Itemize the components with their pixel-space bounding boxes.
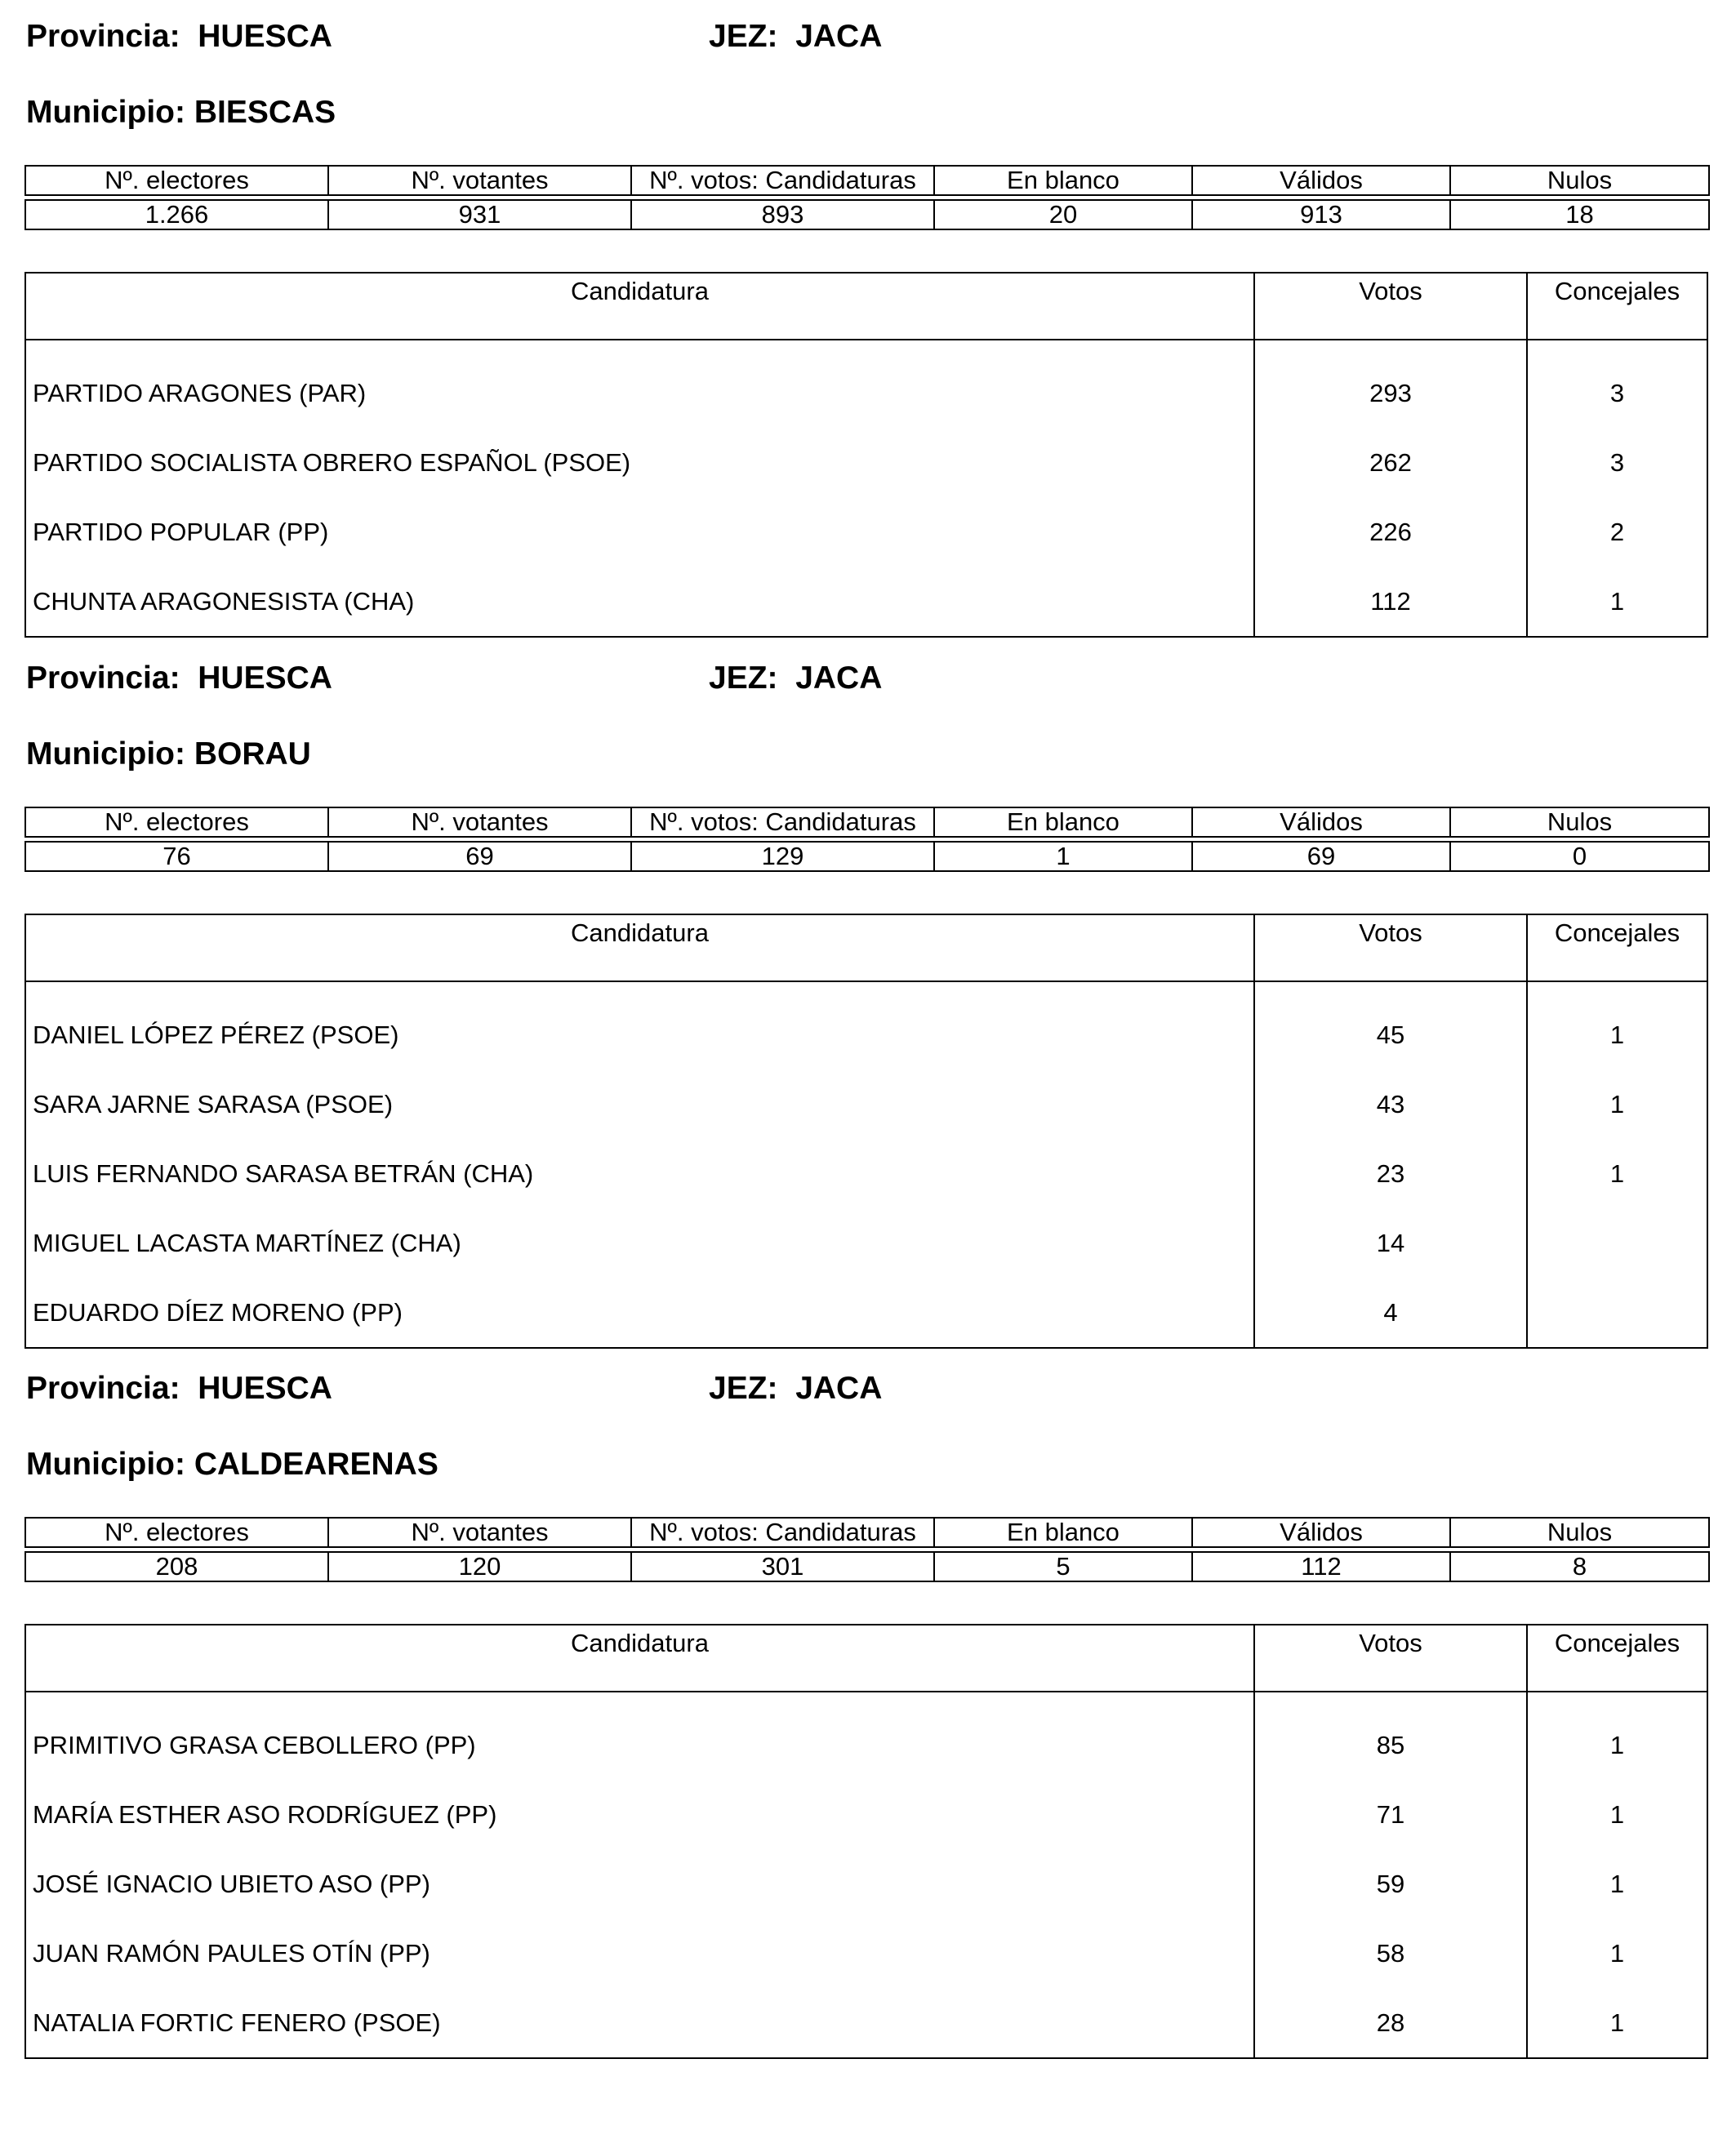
candidate-name: NATALIA FORTIC FENERO (PSOE) <box>33 2008 441 2037</box>
candidate-votes: 58 <box>1376 1939 1405 1968</box>
candidate-seats: 1 <box>1609 1870 1625 1898</box>
header-votos: Votos <box>1255 1625 1528 1691</box>
candidate-votes: 293 <box>1369 379 1412 407</box>
municipio-line <box>26 1448 438 1480</box>
summary-header-cell: Válidos <box>1192 1518 1450 1547</box>
provincia-label: Provincia: <box>26 660 180 696</box>
summary-header-cell: Nº. electores <box>25 166 328 195</box>
provincia-value: HUESCA <box>198 1371 332 1406</box>
provincia-line <box>26 20 332 52</box>
municipio-value: BORAU <box>194 736 311 772</box>
candidates-table <box>24 1624 1708 2059</box>
summary-value-cell: 5 <box>934 1552 1192 1581</box>
summary-value-cell: 893 <box>631 200 934 229</box>
summary-value-cell: 913 <box>1192 200 1450 229</box>
summary-value-cell: 301 <box>631 1552 934 1581</box>
provincia-label: Provincia: <box>26 19 180 54</box>
summary-header-row <box>25 1518 1709 1547</box>
summary-value-cell: 18 <box>1450 200 1709 229</box>
summary-value-cell: 0 <box>1450 842 1709 871</box>
candidate-seats: 3 <box>1609 448 1625 477</box>
summary-header-cell: Nº. votos: Candidaturas <box>631 1518 934 1547</box>
candidate-seats: 1 <box>1609 1800 1625 1829</box>
municipio-label: Municipio: <box>26 95 185 130</box>
summary-value-cell: 69 <box>328 842 631 871</box>
municipio-value: BIESCAS <box>194 95 336 130</box>
provincia-value: HUESCA <box>198 19 332 54</box>
candidate-name: JOSÉ IGNACIO UBIETO ASO (PP) <box>33 1870 430 1898</box>
candidates-header <box>26 915 1707 982</box>
summary-header-row <box>25 807 1709 837</box>
summary-value-cell: 76 <box>25 842 328 871</box>
candidate-name: MARÍA ESTHER ASO RODRÍGUEZ (PP) <box>33 1800 497 1829</box>
summary-value-cell: 208 <box>25 1552 328 1581</box>
summary-header-cell: En blanco <box>934 166 1192 195</box>
candidate-seats-column <box>1528 1692 1707 2057</box>
candidate-seats-column <box>1528 982 1707 1347</box>
summary-value-cell: 129 <box>631 842 934 871</box>
header-votos: Votos <box>1255 915 1528 981</box>
summary-value-cell: 8 <box>1450 1552 1709 1581</box>
header-votos: Votos <box>1255 273 1528 339</box>
jez-label: JEZ: <box>709 660 778 696</box>
candidate-seats <box>1528 1278 1707 1347</box>
candidate-votes: 14 <box>1376 1229 1405 1257</box>
summary-header-cell: Nº. votos: Candidaturas <box>631 807 934 837</box>
summary-header-cell: Nulos <box>1450 807 1709 837</box>
summary-value-cell: 1 <box>934 842 1192 871</box>
summary-header-cell: Nº. votos: Candidaturas <box>631 166 934 195</box>
candidate-votes: 59 <box>1376 1870 1405 1898</box>
candidate-name: PARTIDO ARAGONES (PAR) <box>33 379 367 407</box>
header-candidatura: Candidatura <box>26 1625 1255 1691</box>
summary-header-cell: En blanco <box>934 1518 1192 1547</box>
candidate-seats: 1 <box>1609 1090 1625 1118</box>
header-concejales: Concejales <box>1554 1629 1680 1657</box>
summary-value-cell: 931 <box>328 200 631 229</box>
candidate-name: SARA JARNE SARASA (PSOE) <box>33 1090 394 1118</box>
summary-header-cell: Nulos <box>1450 1518 1709 1547</box>
summary-value-cell: 20 <box>934 200 1192 229</box>
candidate-votes: 71 <box>1376 1800 1405 1829</box>
candidate-votes: 262 <box>1369 448 1412 477</box>
summary-value-row <box>25 1552 1709 1581</box>
municipio-line <box>26 738 311 770</box>
candidate-seats: 1 <box>1609 2008 1625 2037</box>
candidate-name-column <box>26 340 1255 636</box>
candidate-votes: 45 <box>1376 1021 1405 1049</box>
municipio-label: Municipio: <box>26 1447 185 1482</box>
candidate-seats <box>1528 1208 1707 1278</box>
jez-label: JEZ: <box>709 19 778 54</box>
candidate-votes: 226 <box>1369 518 1412 546</box>
candidate-name: PARTIDO POPULAR (PP) <box>33 518 329 546</box>
candidates-table <box>24 914 1708 1349</box>
summary-header-cell: Nº. votantes <box>328 807 631 837</box>
summary-value-row <box>25 842 1709 871</box>
candidate-name: DANIEL LÓPEZ PÉREZ (PSOE) <box>33 1021 399 1049</box>
provincia-label: Provincia: <box>26 1371 180 1406</box>
summary-value-cell: 1.266 <box>25 200 328 229</box>
candidate-seats-column <box>1528 340 1707 636</box>
jez-value: JACA <box>795 1371 883 1406</box>
summary-header-cell: Nº. electores <box>25 1518 328 1547</box>
summary-header-cell: Nº. votantes <box>328 166 631 195</box>
candidate-votes: 85 <box>1376 1731 1405 1759</box>
candidate-seats: 3 <box>1609 379 1625 407</box>
header-concejales: Concejales <box>1554 277 1680 305</box>
candidates-header <box>26 273 1707 340</box>
summary-value-cell: 69 <box>1192 842 1450 871</box>
jez-line <box>709 1372 882 1404</box>
candidate-name: JUAN RAMÓN PAULES OTÍN (PP) <box>33 1939 430 1968</box>
jez-line <box>709 20 882 52</box>
jez-value: JACA <box>795 19 883 54</box>
candidate-name: PARTIDO SOCIALISTA OBRERO ESPAÑOL (PSOE) <box>33 448 631 477</box>
summary-value-cell: 120 <box>328 1552 631 1581</box>
candidate-votes: 112 <box>1370 587 1411 616</box>
candidate-votes: 23 <box>1376 1159 1405 1188</box>
candidate-votes: 4 <box>1383 1298 1398 1327</box>
header-candidatura: Candidatura <box>26 915 1255 981</box>
municipio-label: Municipio: <box>26 736 185 772</box>
candidates-table <box>24 272 1708 638</box>
candidate-votes-column <box>1255 982 1528 1347</box>
candidate-name: MIGUEL LACASTA MARTÍNEZ (CHA) <box>33 1229 461 1257</box>
candidate-name: EDUARDO DÍEZ MORENO (PP) <box>33 1298 403 1327</box>
summary-value-cell: 112 <box>1192 1552 1450 1581</box>
candidate-seats: 1 <box>1609 1939 1625 1968</box>
jez-line <box>709 662 882 694</box>
candidate-name-column <box>26 982 1255 1347</box>
candidate-name: LUIS FERNANDO SARASA BETRÁN (CHA) <box>33 1159 534 1188</box>
summary-header-cell: Válidos <box>1192 166 1450 195</box>
candidates-body <box>26 340 1707 636</box>
summary-value-row <box>25 200 1709 229</box>
provincia-line <box>26 1372 332 1404</box>
candidate-seats: 2 <box>1609 518 1625 546</box>
header-candidatura: Candidatura <box>26 273 1255 339</box>
summary-header-cell: En blanco <box>934 807 1192 837</box>
summary-header-row <box>25 166 1709 195</box>
summary-header-cell: Válidos <box>1192 807 1450 837</box>
candidate-seats: 1 <box>1609 1731 1625 1759</box>
candidate-name: CHUNTA ARAGONESISTA (CHA) <box>33 587 415 616</box>
summary-table <box>24 1517 1710 1582</box>
summary-header-cell: Nº. electores <box>25 807 328 837</box>
candidate-seats: 1 <box>1609 587 1625 616</box>
candidate-name-column <box>26 1692 1255 2057</box>
candidate-votes: 28 <box>1376 2008 1405 2037</box>
provincia-value: HUESCA <box>198 660 332 696</box>
summary-table <box>24 807 1710 872</box>
candidate-votes-column <box>1255 340 1528 636</box>
summary-header-cell: Nº. votantes <box>328 1518 631 1547</box>
municipio-value: CALDEARENAS <box>194 1447 438 1482</box>
candidate-votes-column <box>1255 1692 1528 2057</box>
candidates-body <box>26 1692 1707 2057</box>
candidate-seats: 1 <box>1609 1159 1625 1188</box>
candidates-header <box>26 1625 1707 1692</box>
jez-value: JACA <box>795 660 883 696</box>
summary-header-cell: Nulos <box>1450 166 1709 195</box>
summary-table <box>24 165 1710 230</box>
provincia-line <box>26 662 332 694</box>
candidate-seats: 1 <box>1609 1021 1625 1049</box>
candidate-name: PRIMITIVO GRASA CEBOLLERO (PP) <box>33 1731 476 1759</box>
header-concejales: Concejales <box>1554 918 1680 947</box>
candidate-votes: 43 <box>1376 1090 1405 1118</box>
municipio-line <box>26 96 336 128</box>
jez-label: JEZ: <box>709 1371 778 1406</box>
candidates-body <box>26 982 1707 1347</box>
